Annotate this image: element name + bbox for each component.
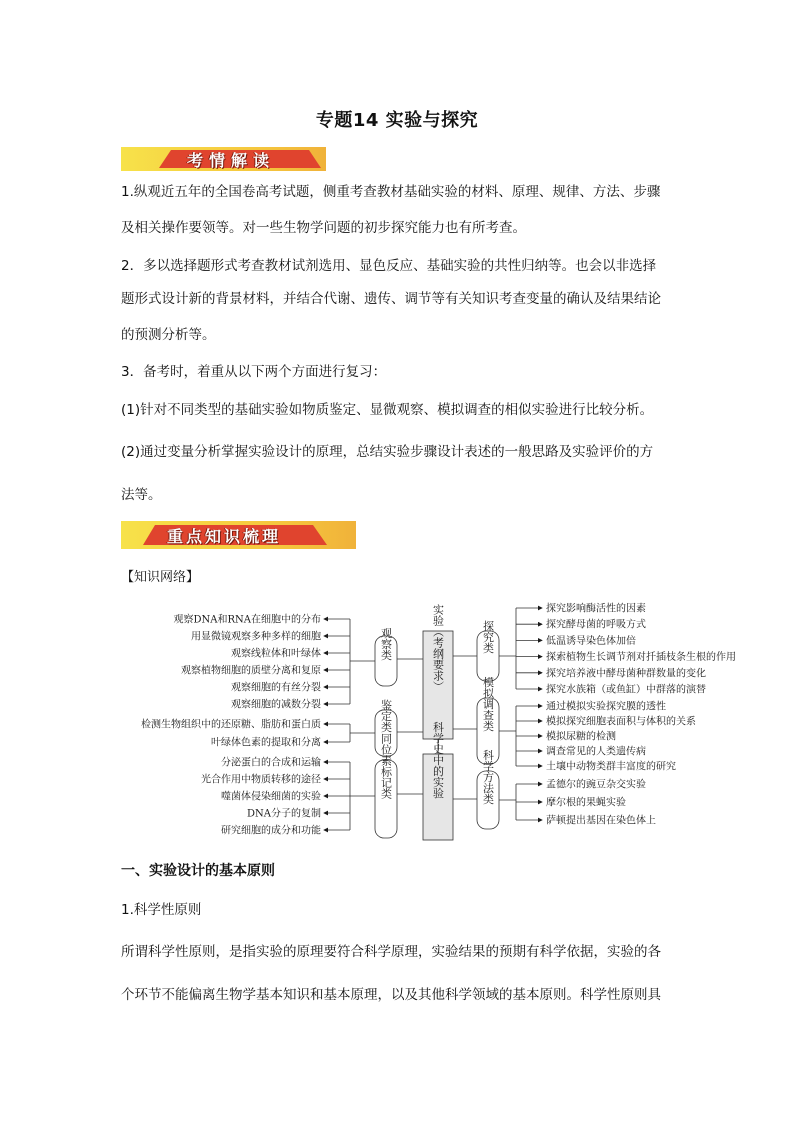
knowledge-network-label: 【知识网络】: [121, 570, 200, 585]
category-label-explore: 探究类: [481, 620, 495, 654]
category-label-observe: 观察类: [379, 627, 393, 661]
item-method-0: 孟德尔的豌豆杂交实验: [546, 779, 646, 791]
paragraph-2-line-2: 题形式设计新的背景材料，并结合代谢、遗传、调节等有关知识考查变量的确认及结果结论: [121, 291, 661, 307]
paragraph-1-line-1: 1.纵观近五年的全国卷高考试题，侧重考查教材基础实验的材料、原理、规律、方法、步骤: [121, 184, 661, 200]
item-method-1: 摩尔根的果蝇实验: [546, 797, 626, 809]
paragraph-2-line-1: 2．多以选择题形式考查教材试剂选用、显色反应、基础实验的共性归纳等。也会以非选择: [121, 258, 657, 274]
center-label-exam-experiments: 实验（考纲要求）: [431, 604, 445, 692]
knowledge-network-diagram: [138, 594, 778, 844]
category-label-model: 模拟调查类: [481, 676, 495, 732]
item-explore-2: 低温诱导染色体加倍: [546, 635, 636, 647]
item-explore-1: 探究酵母菌的呼吸方式: [546, 619, 646, 631]
body-line-2: 个环节不能偏离生物学基本知识和基本原理，以及其他科学领域的基本原则。科学性原则具: [121, 987, 661, 1003]
item-observe-0: 观察DNA和RNA在细胞中的分布: [173, 614, 321, 626]
banner-title: 重点知识梳理: [167, 526, 282, 546]
item-method-2: 萨顿提出基因在染色体上: [546, 815, 656, 827]
item-isotope-2: 噬菌体侵染细菌的实验: [221, 791, 321, 803]
category-label-isotope: 同位素标记类: [379, 733, 393, 799]
item-identify-1: 叶绿体色素的提取和分离: [211, 737, 321, 749]
right-item-group: [516, 602, 736, 827]
item-explore-5: 探究水族箱（或鱼缸）中群落的演替: [546, 684, 706, 696]
item-observe-3: 观察植物细胞的质壁分离和复原: [181, 665, 321, 677]
paragraph-4: (1)针对不同类型的基础实验如物质鉴定、显微观察、模拟调查的相似实验进行比较分析。: [121, 402, 654, 418]
item-isotope-4: 研究细胞的成分和功能: [221, 825, 321, 837]
item-isotope-1: 光合作用中物质转移的途径: [201, 774, 321, 786]
paragraph-5-line-1: (2)通过变量分析掌握实验设计的原理，总结实验步骤设计表述的一般思路及实验评价的方: [121, 444, 654, 460]
subheading-scientific-principle: 1.科学性原则: [121, 902, 202, 918]
left-item-group: [141, 613, 350, 837]
paragraph-2-line-3: 的预测分析等。: [121, 327, 216, 343]
paragraph-3: 3．备考时，着重从以下两个方面进行复习：: [121, 364, 387, 380]
item-observe-2: 观察线粒体和叶绿体: [231, 648, 321, 660]
item-model-1: 模拟探究细胞表面积与体积的关系: [546, 716, 696, 728]
paragraph-1-line-2: 及相关操作要领等。对一些生物学问题的初步探究能力也有所考查。: [121, 220, 526, 236]
item-explore-3: 探索植物生长调节剂对扦插枝条生根的作用: [546, 652, 736, 664]
item-explore-0: 探究影响酶活性的因素: [546, 603, 646, 615]
item-model-4: 土壤中动物类群丰富度的研究: [546, 761, 676, 773]
banner-title: 考情解读: [187, 150, 276, 170]
item-explore-4: 探究培养液中酵母菌种群数量的变化: [546, 668, 706, 680]
item-model-2: 模拟尿糖的检测: [546, 731, 616, 743]
category-label-method: 科学方法类: [481, 749, 495, 805]
item-model-0: 通过模拟实验探究膜的透性: [546, 701, 666, 713]
item-isotope-0: 分泌蛋白的合成和运输: [221, 757, 321, 769]
body-line-1: 所谓科学性原则，是指实验的原理要符合科学原理，实验结果的预期有科学依据，实验的各: [121, 944, 661, 960]
item-observe-5: 观察细胞的减数分裂: [231, 699, 321, 711]
item-observe-1: 用显微镜观察多种多样的细胞: [191, 631, 321, 643]
item-identify-0: 检测生物组织中的还原糖、脂肪和蛋白质: [141, 719, 321, 731]
category-label-identify: 鉴定类: [379, 699, 393, 733]
item-model-3: 调查常见的人类遗传病: [546, 746, 646, 758]
paragraph-5-line-2: 法等。: [121, 487, 162, 503]
banner-exam-analysis: [121, 147, 326, 171]
banner-key-knowledge: [121, 521, 356, 549]
center-label-history-experiments: 科学史中的实验: [431, 721, 445, 799]
page-title: 专题14 实验与探究: [315, 110, 479, 131]
section-heading-principles: 一、实验设计的基本原则: [121, 863, 275, 879]
item-isotope-3: DNA分子的复制: [247, 808, 321, 820]
item-observe-4: 观察细胞的有丝分裂: [231, 682, 321, 694]
